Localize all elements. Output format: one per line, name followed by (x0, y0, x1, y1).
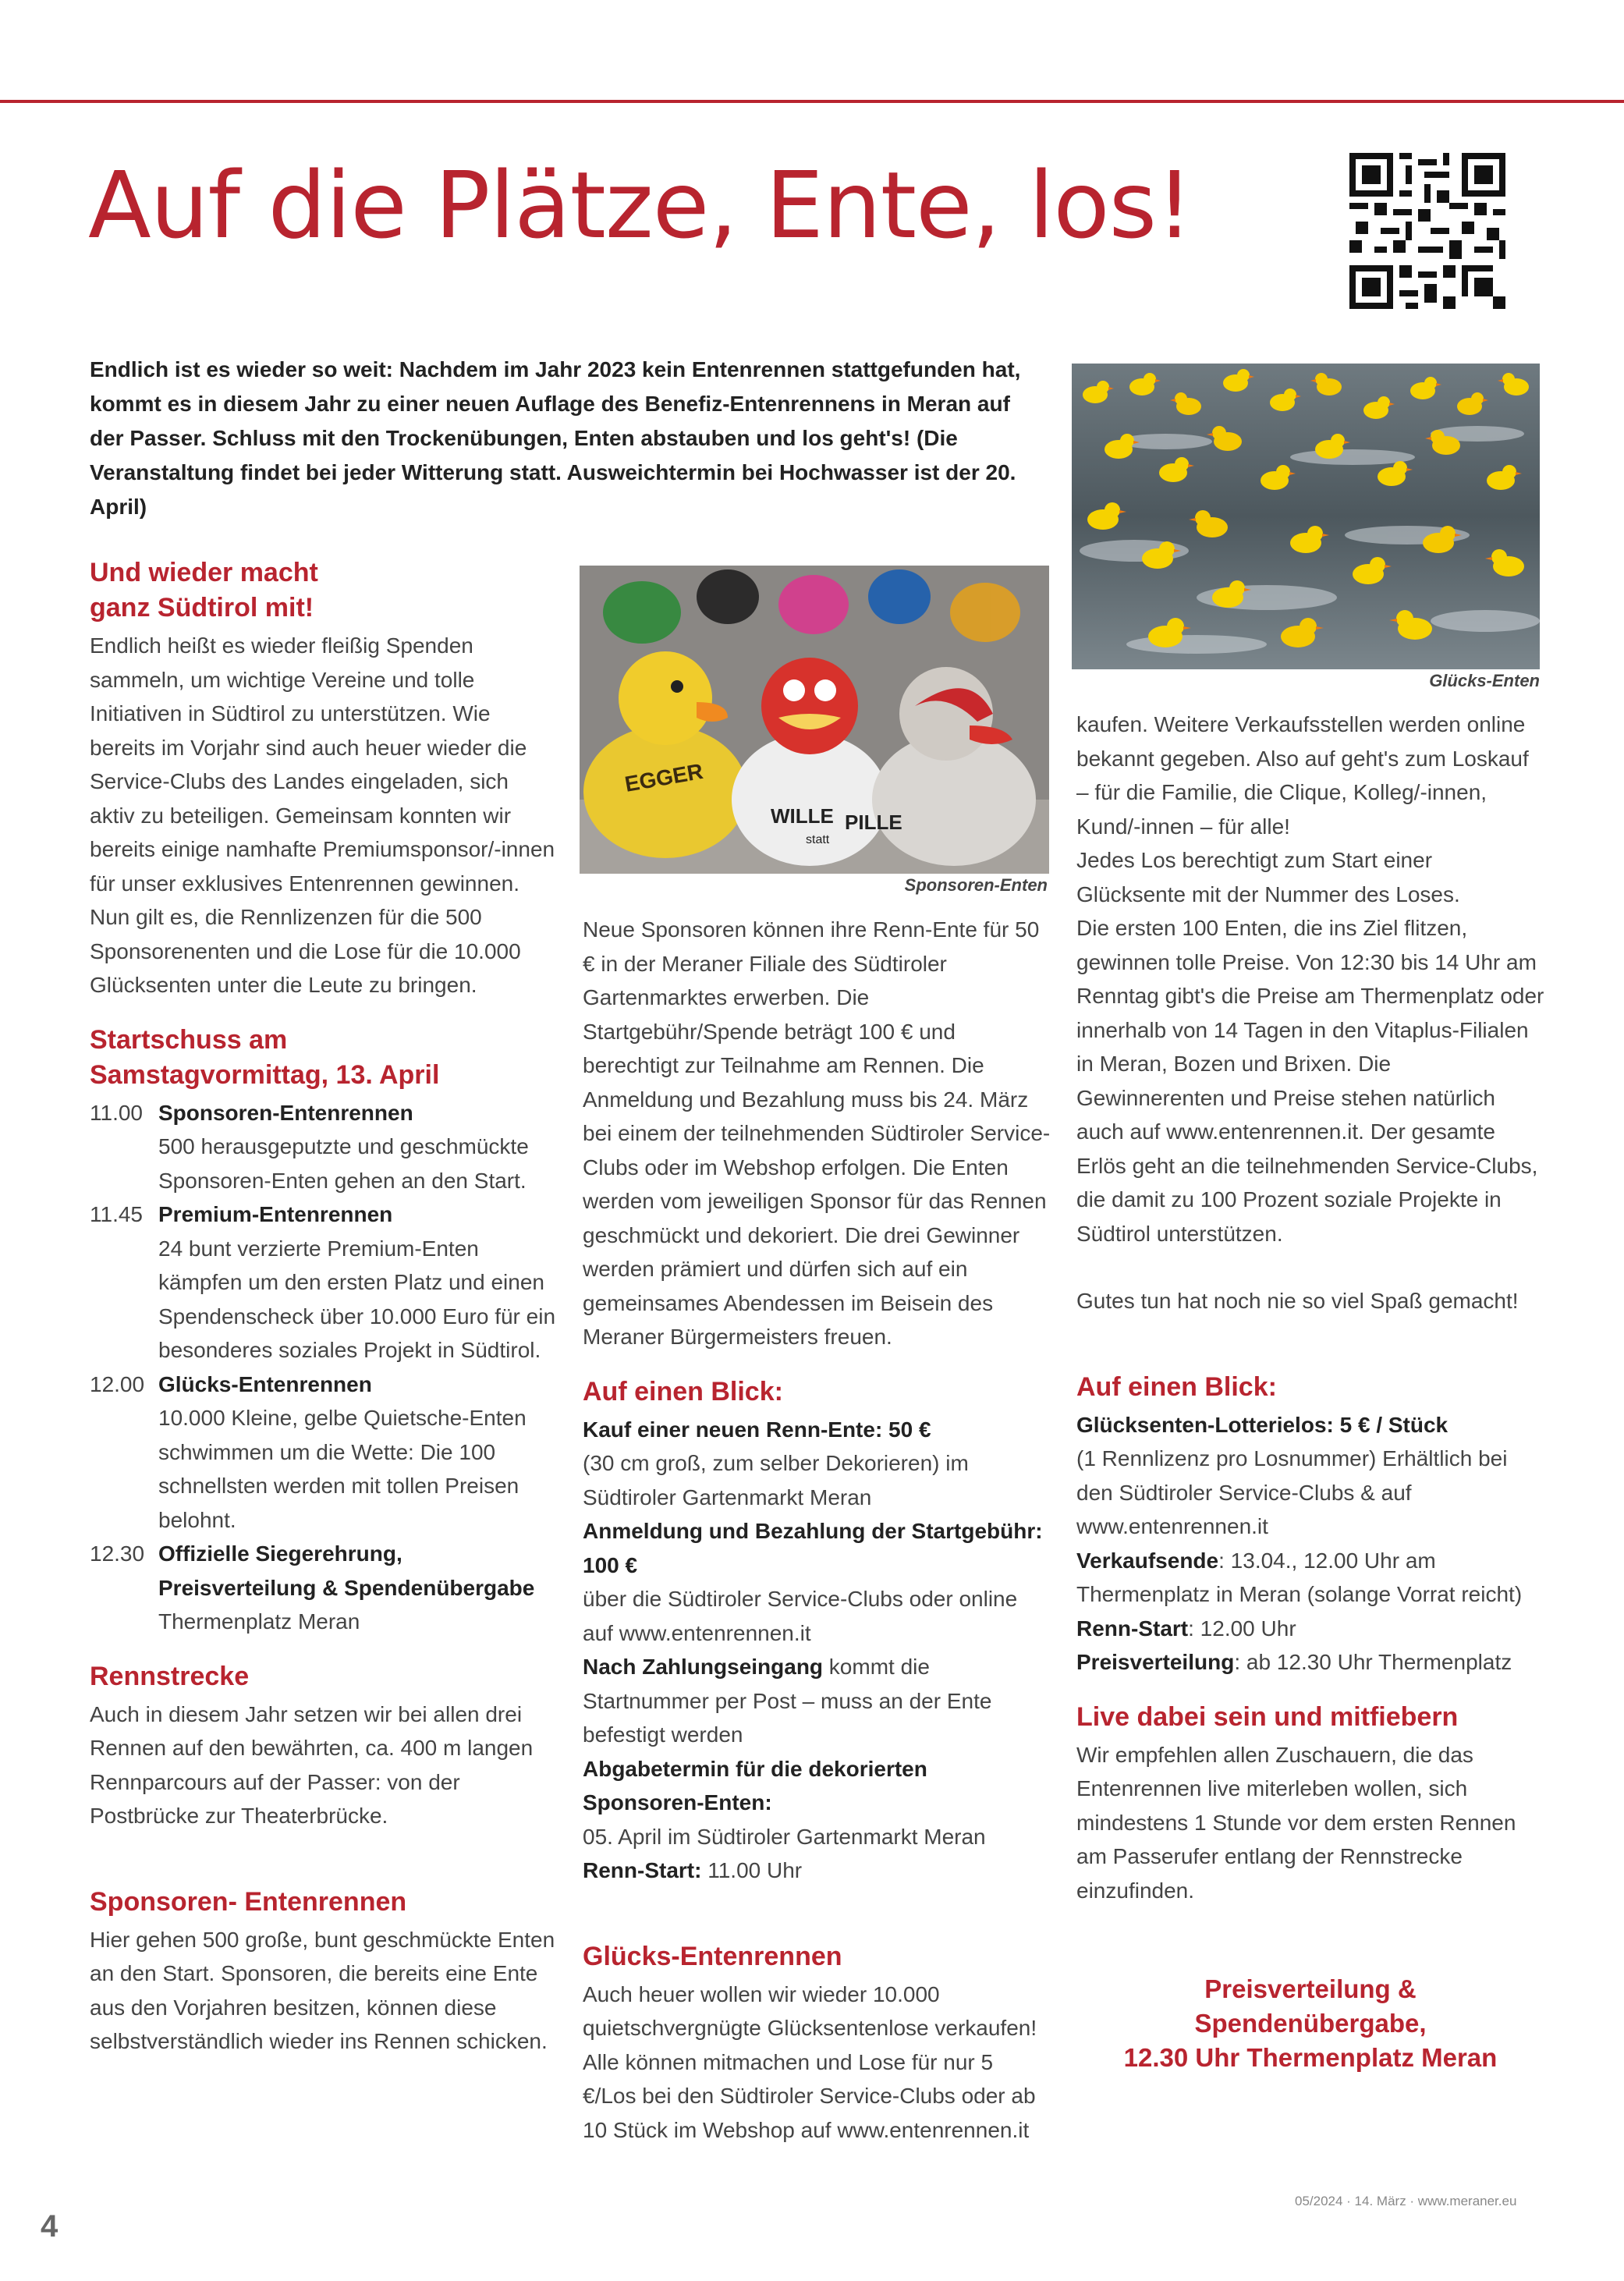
schedule-title: Sponsoren-Entenrennen (158, 1100, 413, 1125)
award-callout (1076, 1972, 1544, 2075)
schedule-text: 500 herausgeputzte und geschmückte Sponsoren-Enten gehen an den Start. (158, 1134, 529, 1193)
heading-rennstrecke: Rennstrecke (90, 1661, 250, 1691)
schedule-text: 10.000 Kleine, gelbe Quietsche-Enten schwimmen um die Wette: Die 100 schnellsten werden mit tollen Preisen belohnt. (158, 1406, 527, 1532)
schedule-time: 12.30 (90, 1541, 145, 1566)
info-bold: Anmeldung und Bezahlung der Startgebühr: 100 € (583, 1519, 1043, 1577)
page-number: 4 (41, 2209, 59, 2244)
info-text: 05. April im Südtiroler Gartenmarkt Meran (583, 1824, 986, 1849)
heading-sponsoren-entenrennen: Sponsoren- Entenrennen (90, 1886, 407, 1917)
intro-text: Endlich ist es wieder so weit: Nachdem im Jahr 2023 kein Entenrennen stattgefunden hat, kommt es in diesem Jahr zu einer neuen Auflage des Benefiz-Entenrennens in Meran auf der Passer. Schluss mit den Trockenübungen, Enten abstauben und los geht's! (Die Veranstaltung findet bei jeder Witterung statt. Ausweichtermin bei Hochwasser ist der 20. April) (90, 357, 1021, 519)
schedule-text: Thermenplatz Meran (158, 1609, 360, 1634)
schedule-item (90, 1197, 558, 1368)
paragraph-rennstrecke: Auch in diesem Jahr setzen wir bei allen drei Rennen auf den bewährten, ca. 400 m langen Rennparcours auf der Passer: von der Postbrücke zur Theaterbrücke. (90, 1701, 534, 1828)
info-bold: Preisverteilung (1076, 1650, 1235, 1674)
qr-code[interactable] (1349, 153, 1505, 309)
column-2 (583, 913, 1051, 2147)
schedule-title: Glücks-Entenrennen (158, 1371, 372, 1396)
award-callout-line: Spendenübergabe, (1194, 2009, 1427, 2038)
schedule-text: 24 bunt verzierte Premium-Enten kämpfen um den ersten Platz und einen Spendenscheck über 10.000 Euro für ein besonderes soziales Projekt in Südtirol. (158, 1236, 556, 1362)
info-bold: Abgabetermin für die dekorierten Sponsoren-Enten: (583, 1756, 927, 1815)
schedule-item (90, 1096, 558, 1198)
photo-caption-glucks-enten: Glücks-Enten (1429, 671, 1540, 690)
svg-text:WILLE: WILLE (771, 804, 834, 828)
heading-suedtirol-b: ganz Südtirol mit! (90, 593, 314, 623)
column-1 (90, 555, 558, 2059)
award-callout-line: Preisverteilung & (1204, 1974, 1417, 2003)
info-text: über die Südtiroler Service-Clubs oder online auf www.entenrennen.it (583, 1587, 1018, 1645)
heading-gluecks-entenrennen: Glücks-Entenrennen (583, 1941, 842, 1971)
schedule-time: 11.45 (90, 1202, 143, 1226)
heading-startschuss-a: Startschuss am (90, 1024, 288, 1055)
race-schedule (90, 1096, 558, 1639)
paragraph-gutes-tun: Gutes tun hat noch nie so viel Spaß gemacht! (1076, 1289, 1519, 1313)
info-text: (30 cm groß, zum selber Dekorieren) im Südtiroler Gartenmarkt Meran (583, 1451, 969, 1509)
paragraph-loskauf: kaufen. Weitere Verkaufsstellen werden online bekannt gegeben. Also auf geht's zum Loskauf – für die Familie, die Clique, Kolleg/-innen, Kund/-innen – für alle! (1076, 712, 1529, 839)
info-bold: Renn-Start (1076, 1616, 1189, 1641)
heading-startschuss-b: Samstagvormittag, 13. April (90, 1059, 440, 1090)
info-text: 11.00 Uhr (701, 1858, 803, 1882)
info-text: : 13.04., 12.00 Uhr am Thermenplatz in Meran (solange Vorrat reicht) (1076, 1548, 1523, 1606)
svg-text:statt: statt (806, 833, 830, 846)
svg-text:EGGER: EGGER (622, 758, 705, 796)
paragraph-spenden: Endlich heißt es wieder fleißig Spenden sammeln, um wichtige Vereine und tolle Initiativen in Südtirol zu unterstützen. Wie bereits im Vorjahr sind auch heuer wieder die Service-Clubs des Landes eingeladen, sich aktiv zu beteiligen. Gemeinsam konnten wir bereits einige namhafte Premiumsponsor/-innen für unser exklusives Entenrennen gewinnen. Nun gilt es, die Rennlizenzen für die 500 Sponsorenenten und die Lose für die 10.000 Glücksenten unter die Leute zu bringen. (90, 633, 555, 997)
paragraph-sponsoren: Hier gehen 500 große, bunt geschmückte Enten an den Start. Sponsoren, die bereits eine Ente aus den Vorjahren besitzen, können diese selbstverständlich wieder ins Rennen schicken. (90, 1927, 555, 2053)
award-callout-line: 12.30 Uhr Thermenplatz Meran (1123, 2043, 1498, 2072)
glucks-enten-photo (1072, 364, 1540, 669)
paragraph-neue-sponsoren: Neue Sponsoren können ihre Renn-Ente für 50 € in der Meraner Filiale des Südtiroler Gartenmarktes erwerben. Die Startgebühr/Spende beträgt 100 € und berechtigt zur Teilnahme am Rennen. Die Anmeldung und Bezahlung muss bis 24. März bei einem der teilnehmenden Südtiroler Service-Clubs oder im Webshop erfolgen. Die Enten werden vom jeweiligen Sponsor für das Rennen geschmückt und dekoriert. Die drei Gewinner werden prämiert und dürfen sich auf ein gemeinsames Abendessen im Beisein des Meraner Bürgermeisters freuen. (583, 917, 1051, 1349)
info-bold: Verkaufsende (1076, 1548, 1219, 1573)
paragraph-live-dabei: Wir empfehlen allen Zuschauern, die das Entenrennen live miterleben wollen, sich mindestens 1 Stunde vor dem ersten Rennen am Passerufer entlang der Rennstrecke einzufinden. (1076, 1742, 1516, 1903)
schedule-time: 12.00 (90, 1371, 145, 1396)
top-rule (0, 100, 1624, 103)
info-text: : 12.00 Uhr (1188, 1616, 1296, 1641)
page-title: Auf die Plätze, Ente, los! (88, 151, 1193, 259)
paragraph-los-berechtigt: Jedes Los berechtigt zum Start einer Glücksente mit der Nummer des Loses. (1076, 848, 1460, 906)
sponsoren-enten-photo (580, 566, 1049, 874)
info-bold: Kauf einer neuen Renn-Ente: 50 € (583, 1417, 931, 1442)
paragraph-preise: Die ersten 100 Enten, die ins Ziel flitzen, gewinnen tolle Preise. Von 12:30 bis 14 Uhr am Renntag gibt's die Preise am Thermenplatz oder innerhalb von 14 Tagen in den Vitaplus-Filialen in Meran, Bozen und Brixen. Die Gewinnerenten und Preise stehen natürlich auch auf www.entenrennen.it. Der gesamte Erlös geht an die teilnehmenden Service-Clubs, die damit zu 100 Prozent soziale Projekte in Südtirol unterstützen. (1076, 916, 1544, 1246)
schedule-time: 11.00 (90, 1100, 143, 1125)
info-bold: Glücksenten-Lotterielos: 5 € / Stück (1076, 1412, 1448, 1437)
column-3 (1076, 708, 1544, 1907)
heading-suedtirol-a: Und wieder macht (90, 558, 318, 587)
info-text: kommt die Startnummer per Post – muss an der Ente befestigt werden (583, 1655, 992, 1747)
heading-live-dabei: Live dabei sein und mitfiebern (1076, 1701, 1459, 1732)
info-text: (1 Rennlizenz pro Losnummer) Erhältlich bei den Südtiroler Service-Clubs & auf www.entenrennen.it (1076, 1446, 1508, 1538)
schedule-title: Premium-Entenrennen (158, 1202, 393, 1226)
photo-caption-sponsoren-enten: Sponsoren-Enten (904, 875, 1048, 895)
info-bold: Nach Zahlungseingang (583, 1655, 824, 1679)
info-text: : ab 12.30 Uhr Thermenplatz (1234, 1650, 1512, 1674)
paragraph-gluecks: Auch heuer wollen wir wieder 10.000 quietschvergnügte Glücksentenlose verkaufen! Alle können mitmachen und Lose für nur 5 €/Los bei den Südtiroler Service-Clubs oder ab 10 Stück im Webshop auf www.entenrennen.it (583, 1981, 1037, 2142)
footer-issue-info: 05/2024 · 14. März · www.meraner.eu (1295, 2194, 1517, 2208)
info-bold: Renn-Start: (583, 1858, 702, 1882)
svg-text:PILLE: PILLE (845, 811, 902, 834)
heading-auf-einen-blick-2: Auf einen Blick: (1076, 1371, 1277, 1402)
schedule-item (90, 1368, 558, 1538)
heading-auf-einen-blick-1: Auf einen Blick: (583, 1376, 783, 1407)
schedule-title: Offizielle Siegerehrung, Preisverteilung & Spendenübergabe (158, 1541, 535, 1600)
schedule-item (90, 1537, 558, 1639)
